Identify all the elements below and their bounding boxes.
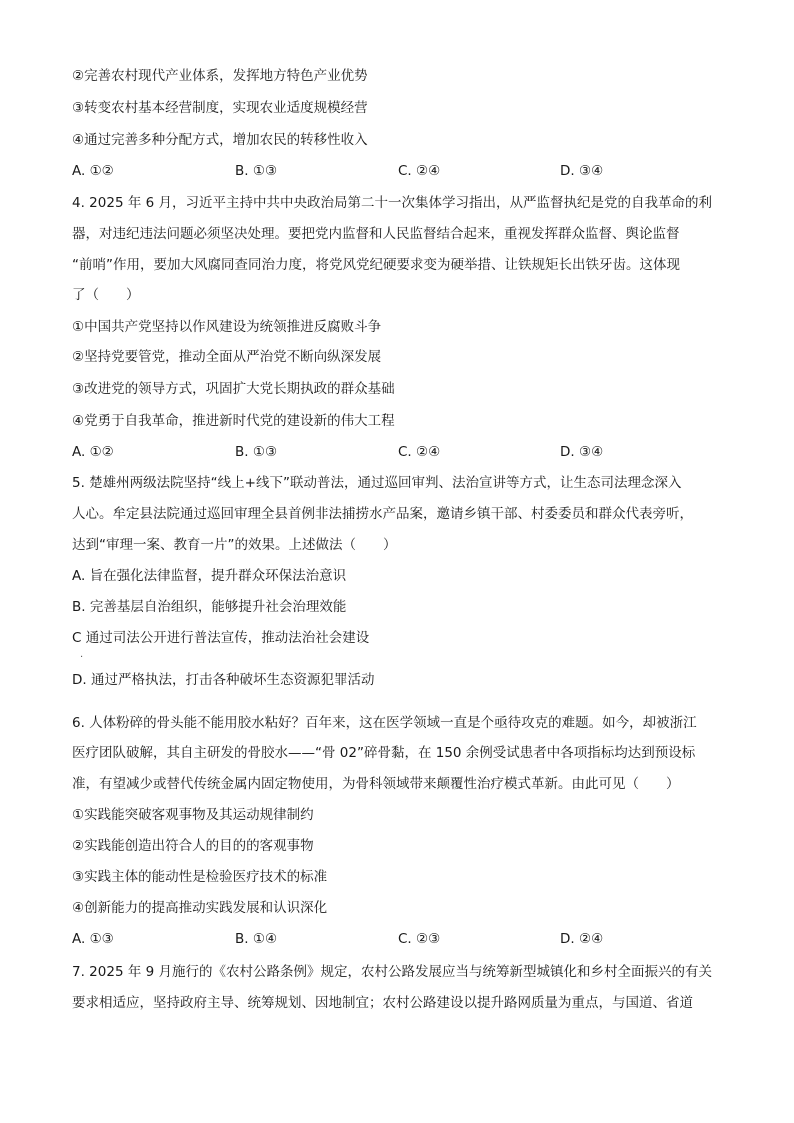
- q6-stem-line-1: 6. 人体粉碎的骨头能不能用胶水粘好？百年来，这在医学领域一直是个亟待攻克的难题。如今，却被浙江: [72, 715, 697, 731]
- q5-stem-line-2: 人心。牟定县法院通过巡回审理全县首例非法捕捞水产品案，邀请乡镇干部、村委委员和群众代表旁听，: [72, 506, 693, 522]
- q4-option-a: A. ①②: [72, 444, 114, 460]
- q6-statement-1: ①实践能突破客观事物及其运动规律制约: [72, 807, 314, 823]
- q4-statement-2: ②坚持党要管党，推动全面从严治党不断向纵深发展: [72, 349, 382, 365]
- q3-statement-2: ②完善农村现代产业体系，发挥地方特色产业优势: [72, 68, 368, 84]
- q4-option-b: B. ①③: [235, 444, 278, 460]
- q4-statement-3: ③改进党的领导方式，巩固扩大党长期执政的群众基础: [72, 381, 395, 397]
- q3-option-a: A. ①②: [72, 163, 114, 179]
- q3-option-d: D. ③④: [560, 163, 604, 179]
- q3-option-c: C. ②④: [398, 163, 441, 179]
- q3-option-b: B. ①③: [235, 163, 278, 179]
- q4-stem-line-3: “前哨”作用，要加大风腐同查同治力度，将党风党纪硬要求变为硬举措、让铁规矩长出铁牙齿。这体现: [72, 257, 680, 273]
- q3-statement-3: ③转变农村基本经营制度，实现农业适度规模经营: [72, 100, 368, 116]
- q3-statement-4: ④通过完善多种分配方式，增加农民的转移性收入: [72, 132, 368, 148]
- q6-option-a: A. ①③: [72, 931, 114, 947]
- q4-stem-line-2: 器，对违纪违法问题必须坚决处理。要把党内监督和人民监督结合起来，重视发挥群众监督、舆论监督: [72, 226, 680, 242]
- q4-statement-4: ④党勇于自我革命，推进新时代党的建设新的伟大工程: [72, 413, 395, 429]
- q5-option-c-mark: .: [80, 649, 84, 660]
- q5-option-c: C 通过司法公开进行普法宣传，推动法治社会建设: [72, 630, 370, 646]
- q7-stem-line-1: 7. 2025 年 9 月施行的《农村公路条例》规定，农村公路发展应当与统筹新型城镇化和乡村全面振兴的有关: [72, 964, 712, 980]
- q5-option-d: D. 通过严格执法，打击各种破坏生态资源犯罪活动: [72, 672, 375, 688]
- q6-stem-line-3: 准，有望减少或替代传统金属内固定物使用，为骨科领域带来颠覆性治疗模式革新。由此可见（ ）: [72, 776, 680, 792]
- q6-option-d: D. ②④: [560, 931, 604, 947]
- q6-option-c: C. ②③: [398, 931, 441, 947]
- q4-statement-1: ①中国共产党坚持以作风建设为统领推进反腐败斗争: [72, 319, 382, 335]
- q7-stem-line-2: 要求相适应，坚持政府主导、统筹规划、因地制宜；农村公路建设以提升路网质量为重点，与国道、省道: [72, 995, 693, 1011]
- q4-option-d: D. ③④: [560, 444, 604, 460]
- q4-option-c: C. ②④: [398, 444, 441, 460]
- q5-stem-line-3: 达到“审理一案、教育一片”的效果。上述做法（ ）: [72, 537, 397, 553]
- q6-option-b: B. ①④: [235, 931, 278, 947]
- q4-stem-line-1: 4. 2025 年 6 月，习近平主持中共中央政治局第二十一次集体学习指出，从严监督执纪是党的自我革命的利: [72, 195, 712, 211]
- q5-option-a: A. 旨在强化法律监督，提升群众环保法治意识: [72, 568, 347, 584]
- q5-option-b: B. 完善基层自治组织，能够提升社会治理效能: [72, 599, 347, 615]
- q4-stem-line-4: 了（ ）: [72, 287, 140, 303]
- q5-stem-line-1: 5. 楚雄州两级法院坚持“线上+线下”联动普法，通过巡回审判、法治宣讲等方式，让生态司法理念深入: [72, 475, 682, 491]
- q6-statement-2: ②实践能创造出符合人的目的的客观事物: [72, 838, 314, 854]
- q6-statement-4: ④创新能力的提高推动实践发展和认识深化: [72, 900, 328, 916]
- q6-stem-line-2: 医疗团队破解，其自主研发的骨胶水——“骨 02”碎骨黏，在 150 余例受试患者中各项指标均达到预设标: [72, 745, 696, 761]
- q6-statement-3: ③实践主体的能动性是检验医疗技术的标准: [72, 869, 328, 885]
